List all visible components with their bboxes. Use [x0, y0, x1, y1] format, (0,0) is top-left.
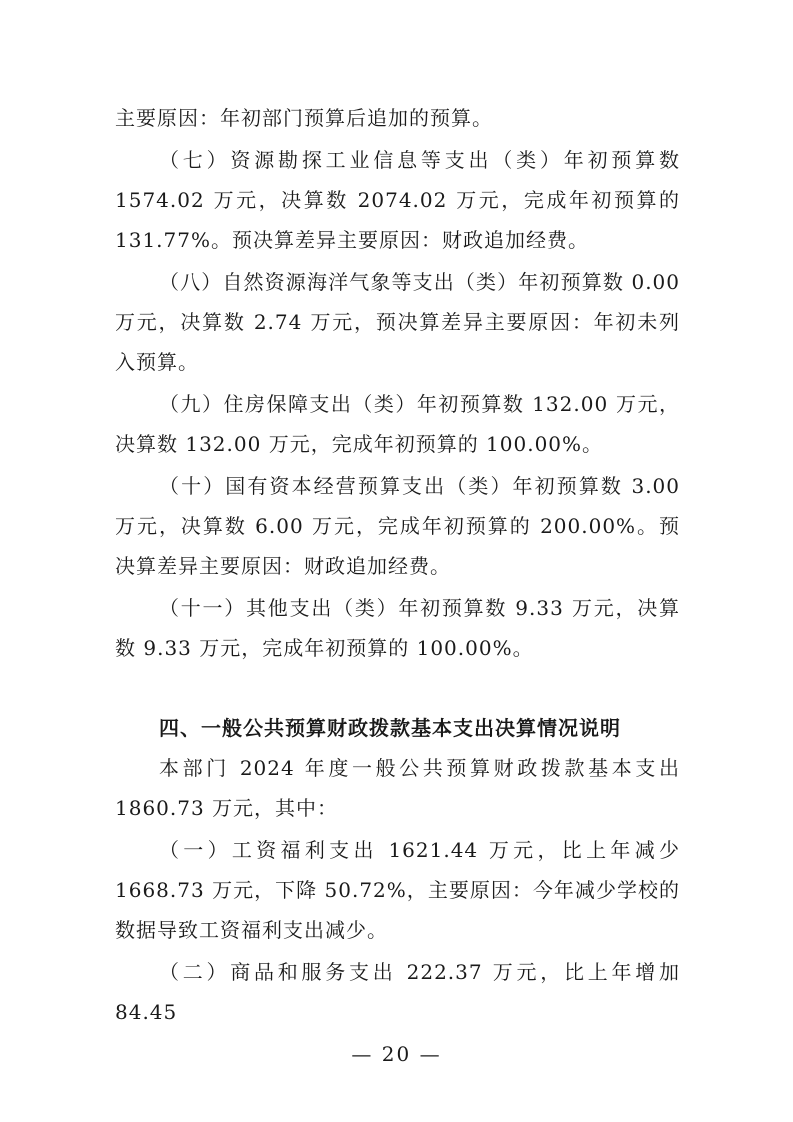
paragraph-item-11: （十一）其他支出（类）年初预算数 9.33 万元，决算数 9.33 万元，完成年初预算的 100.00%。: [115, 596, 680, 660]
paragraph-main-reason: 主要原因：年初部门预算后追加的预算。: [115, 106, 493, 130]
paragraph-item-8: （八）自然资源海洋气象等支出（类）年初预算数 0.00 万元，决算数 2.74 万元，预决算差异主要原因：年初未列入预算。: [115, 270, 680, 374]
paragraph-item-10: （十）国有资本经营预算支出（类）年初预算数 3.00 万元，决算数 6.00 万元，完成年初预算的 200.00%。预决算差异主要原因：财政追加经费。: [115, 474, 680, 578]
paragraph-item-9: （九）住房保障支出（类）年初预算数 132.00 万元，决算数 132.00 万元，完成年初预算的 100.00%。: [115, 392, 680, 456]
paragraph-basic-expenditure-intro: 本部门 2024 年度一般公共预算财政拨款基本支出1860.73 万元，其中：: [115, 756, 680, 820]
page-number: — 20 —: [351, 1042, 442, 1066]
paragraph-goods-services: （二）商品和服务支出 222.37 万元，比上年增加 84.45: [115, 960, 680, 1024]
document-body: [115, 98, 680, 1034]
paragraph-item-7: （七）资源勘探工业信息等支出（类）年初预算数1574.02 万元，决算数 2074.02 万元，完成年初预算的131.77%。预决算差异主要原因：财政追加经费。: [115, 148, 680, 252]
section-heading-4: 四、一般公共预算财政拨款基本支出决算情况说明: [159, 716, 621, 740]
paragraph-wages-welfare: （一）工资福利支出 1621.44 万元，比上年减少 1668.73 万元，下降 50.72%，主要原因：今年减少学校的数据导致工资福利支出减少。: [115, 838, 680, 942]
